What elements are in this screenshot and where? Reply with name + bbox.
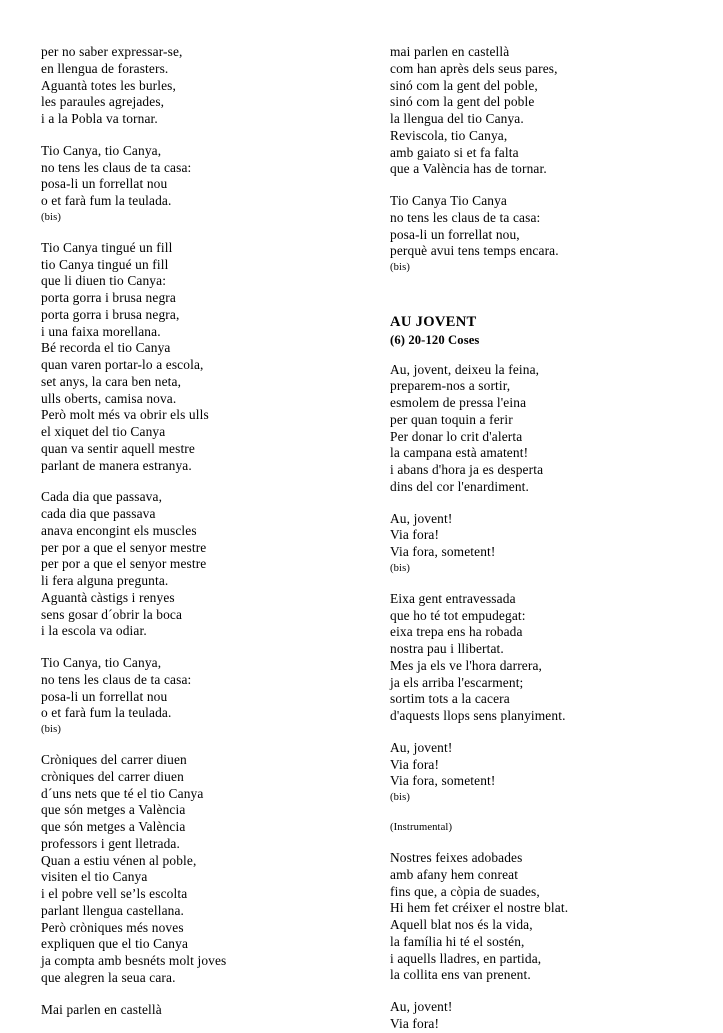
verse-line: parlant de manera estranya. — [41, 457, 192, 473]
verse-line: anava encongint els muscles — [41, 522, 197, 538]
stanza — [390, 740, 690, 805]
verse-line: Mes ja els ve l'hora darrera, — [390, 657, 543, 673]
verse-line: Tio Canya Tio Canya — [390, 193, 508, 208]
verse-line: Via fora! — [390, 1015, 440, 1031]
verse-line: visiten el tio Canya — [41, 869, 148, 885]
verse-line: amb gaiato si et fa falta — [390, 144, 519, 160]
repeat-marker: (Instrumental) — [390, 822, 453, 833]
verse-line: no tens les claus de ta casa: — [41, 159, 192, 175]
repeat-marker: (bis) — [41, 724, 61, 735]
verse-line: Via fora, sometent! — [390, 544, 496, 559]
verse-line: Aguantà totes les burles, — [41, 77, 176, 93]
verse-line: d'aquests llops sens planyiment. — [390, 708, 566, 723]
stanza — [390, 850, 690, 984]
stanza — [390, 362, 690, 496]
verse-line: per por a que el senyor mestre — [41, 556, 207, 572]
verse-line: expliquen que el tio Canya — [41, 936, 189, 952]
verse-line: amb afany hem conreat — [390, 866, 519, 882]
song-heading — [390, 314, 690, 348]
verse-line: posa-li un forrellat nou — [41, 688, 168, 704]
verse-line: la campana està amatent! — [390, 445, 529, 461]
stanza — [41, 752, 341, 987]
verse-line: ja compta amb besnéts molt joves — [41, 953, 227, 968]
heading-spacer — [390, 290, 690, 314]
verse-line: Via fora, sometent! — [390, 773, 496, 789]
verse-line: i el pobre vell se’ls escolta — [41, 886, 188, 901]
verse-line: porta gorra i brusa negra, — [41, 306, 180, 322]
verse-line: porta gorra i brusa negra — [41, 290, 176, 305]
verse-line: Au, jovent! — [390, 510, 453, 526]
verse-line: en llengua de forasters. — [41, 60, 169, 76]
verse-line: nostra pau i llibertat. — [390, 641, 504, 656]
verse-line: perquè avui tens temps encara. — [390, 243, 559, 259]
verse-line: d´uns nets que té el tio Canya — [41, 785, 204, 801]
verse-line: i la escola va odiar. — [41, 623, 147, 639]
verse-line: Per donar lo crit d'alerta — [390, 428, 523, 444]
verse-line: i a la Pobla va tornar. — [41, 111, 158, 126]
stanza — [390, 44, 690, 178]
verse-line: esmolem de pressa l'eina — [390, 395, 527, 410]
repeat-marker: (bis) — [390, 262, 410, 273]
repeat-marker: (bis) — [390, 792, 410, 803]
verse-line: Aguantà càstigs i renyes — [41, 589, 175, 605]
verse-line: el xiquet del tio Canya — [41, 424, 166, 439]
text-column-right — [390, 44, 690, 1033]
verse-line: Via fora! — [390, 756, 440, 772]
verse-line: Eixa gent entravessada — [390, 590, 516, 606]
stanza — [390, 511, 690, 576]
verse-line: set anys, la cara ben neta, — [41, 373, 182, 389]
verse-line: fins que, a còpia de suades, — [390, 883, 540, 899]
stanza — [390, 820, 690, 835]
verse-line: li fera alguna pregunta. — [41, 573, 169, 588]
verse-line: o et farà fum la teulada. — [41, 705, 172, 721]
verse-line: professors i gent lletrada. — [41, 835, 180, 851]
verse-line: ja els arriba l'escarment; — [390, 674, 524, 690]
stanza — [41, 1002, 341, 1019]
verse-line: i abans d'hora ja es desperta — [390, 462, 544, 477]
verse-line: preparem-nos a sortir, — [390, 378, 511, 394]
stanza — [41, 489, 341, 640]
verse-line: sinó com la gent del poble — [390, 94, 535, 110]
song-title: AU JOVENT — [390, 314, 477, 330]
stanza — [390, 591, 690, 725]
verse-line: que ho té tot empudegat: — [390, 607, 526, 623]
verse-line: no tens les claus de ta casa: — [41, 671, 192, 687]
verse-line: eixa trepa ens ha robada — [390, 624, 523, 640]
verse-line: Reviscola, tio Canya, — [390, 127, 508, 143]
verse-line: les paraules agrejades, — [41, 94, 165, 110]
verse-line: Quan a estiu vénen al poble, — [41, 852, 197, 868]
verse-line: Via fora! — [390, 527, 440, 543]
song-subtitle: (6) 20-120 Coses — [390, 332, 480, 347]
verse-line: la llengua del tio Canya. — [390, 111, 524, 126]
verse-line: cada dia que passava — [41, 506, 156, 521]
verse-line: per quan toquin a ferir — [390, 411, 513, 427]
verse-line: Mai parlen en castellà — [41, 1001, 162, 1017]
verse-line: la família hi té el sostén, — [390, 933, 525, 949]
verse-line: sortim tots a la cacera — [390, 691, 510, 707]
verse-line: Però molt més va obrir els ulls — [41, 407, 209, 423]
verse-line: cròniques del carrer diuen — [41, 768, 184, 784]
stanza — [41, 240, 341, 475]
verse-line: que són metges a València — [41, 802, 186, 818]
verse-line: no tens les claus de ta casa: — [390, 209, 541, 225]
verse-line: per no saber expressar-se, — [41, 44, 183, 59]
verse-line: que li diuen tio Canya: — [41, 273, 167, 289]
verse-line: que a València has de tornar. — [390, 161, 547, 177]
verse-line: Cada dia que passava, — [41, 489, 163, 505]
verse-line: per por a que el senyor mestre — [41, 539, 207, 555]
repeat-marker: (bis) — [41, 211, 61, 223]
verse-line: Tio Canya, tio Canya, — [41, 142, 162, 158]
verse-line: la collita ens van prenent. — [390, 967, 531, 983]
verse-line: que són metges a València — [41, 819, 186, 834]
verse-line: quan varen portar-lo a escola, — [41, 357, 204, 372]
verse-line: Però cròniques més noves — [41, 919, 184, 935]
verse-line: Nostres feixes adobades — [390, 850, 523, 865]
verse-line: sens gosar d´obrir la boca — [41, 606, 183, 622]
verse-line: posa-li un forrellat nou — [41, 176, 168, 192]
verse-line: que alegren la seua cara. — [41, 969, 176, 985]
stanza — [390, 193, 690, 275]
verse-line: mai parlen en castellà — [390, 44, 510, 59]
verse-line: Bé recorda el tio Canya — [41, 340, 171, 356]
verse-line: dins del cor l'enardiment. — [390, 478, 530, 494]
verse-line: quan va sentir aquell mestre — [41, 440, 195, 456]
verse-line: Tio Canya tingué un fill — [41, 239, 173, 255]
repeat-marker: (bis) — [390, 562, 410, 574]
verse-line: Cròniques del carrer diuen — [41, 752, 187, 767]
verse-line: o et farà fum la teulada. — [41, 193, 172, 208]
verse-line: Hi hem fet créixer el nostre blat. — [390, 900, 569, 916]
verse-line: Tio Canya, tio Canya, — [41, 655, 162, 670]
verse-line: ulls oberts, camisa nova. — [41, 390, 177, 406]
verse-line: Au, jovent! — [390, 739, 453, 755]
stanza — [41, 655, 341, 737]
verse-line: i aquells lladres, en partida, — [390, 950, 542, 966]
verse-line: Aquell blat nos és la vida, — [390, 917, 533, 932]
verse-line: posa-li un forrellat nou, — [390, 226, 520, 242]
verse-line: parlant llengua castellana. — [41, 902, 185, 918]
stanza — [390, 999, 690, 1033]
stanza — [41, 143, 341, 225]
verse-line: tio Canya tingué un fill — [41, 256, 169, 272]
verse-line: Au, jovent! — [390, 999, 453, 1014]
verse-line: i una faixa morellana. — [41, 323, 161, 339]
verse-line: com han après dels seus pares, — [390, 60, 558, 76]
text-column-left — [41, 44, 341, 1018]
verse-line: Au, jovent, deixeu la feina, — [390, 361, 540, 377]
stanza — [41, 44, 341, 128]
verse-line: sinó com la gent del poble, — [390, 77, 538, 93]
